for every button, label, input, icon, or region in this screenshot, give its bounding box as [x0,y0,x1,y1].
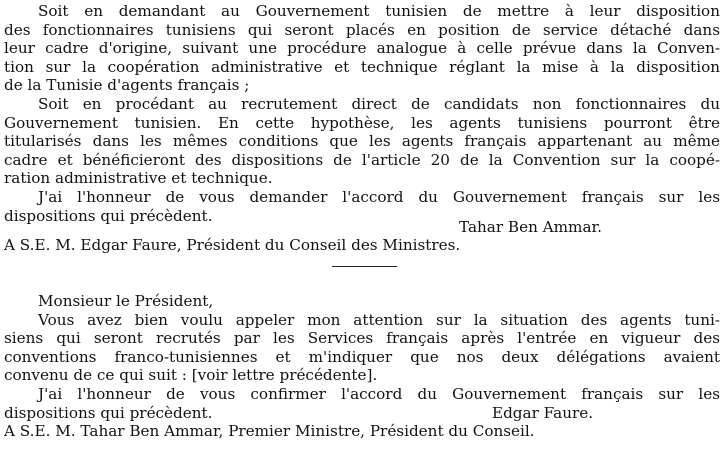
separator-rule [332,266,397,267]
letter2-para1-line: convenu de ce qui suit : [voir lettre précédente]. [4,366,378,385]
letter2-para1-line: Vous avez bien voulu appeler mon attention sur la situation des agents tuni- [38,310,720,329]
letter1-addressee-block [4,236,720,255]
letter1-para1-line: Soit en demandant au Gouvernement tunisien de mettre à leur disposition [38,2,720,20]
letter1-para3-line: J'ai l'honneur de vous demander l'accord du Gouvernement français sur les [38,187,720,206]
letter2-addressee: A S.E. M. Tahar Ben Ammar, Premier Ministre, Président du Conseil. [4,422,535,440]
letter2-signature: Edgar Faure. [492,404,594,422]
letter1-para2-line: Soit en procédant au recrutement direct de candidats non fonctionnaires du [38,94,720,113]
letter1-para2-line: ration administrative et technique. [4,169,273,188]
letter-1 [4,2,720,225]
letter1-para1-line: leur cadre d'origine, suivant une procédure analogue à celle prévue dans la Conven- [4,39,720,58]
letter2-para1-line: siens qui seront recrutés par les Services français après l'entrée en vigueur des [4,329,720,348]
letter2-salutation: Monsieur le Président, [38,292,214,310]
letter2-para1-line: conventions franco-tunisiennes et m'indiquer que nos deux délégations avaient [4,347,720,366]
letter1-para3-line: dispositions qui précèdent. [4,206,213,225]
letter2-para2-line: J'ai l'honneur de vous confirmer l'accord du Gouvernement français sur les [38,384,720,403]
letter1-signature: Tahar Ben Ammar. [459,218,602,236]
letter1-para2-line: cadre et bénéficieront des dispositions de l'article 20 de la Convention sur la coopé- [4,150,720,169]
letter1-addressee: A S.E. M. Edgar Faure, Président du Conseil des Ministres. [4,236,461,254]
letter-2 [4,292,720,422]
letter2-addressee-block [4,422,720,441]
letter2-para2-line: dispositions qui précèdent. [4,403,213,422]
letter1-para1-line: tion sur la coopération administrative et technique réglant la mise à la disposition [4,57,720,76]
letter1-para2-line: Gouvernement tunisien. En cette hypothèse, les agents tunisiens pourront être [4,113,720,132]
letter1-para2-line: titularisés dans les mêmes conditions que les agents français appartenant au même [4,132,720,151]
letter1-para1-line: des fonctionnaires tunisiens qui seront placés en position de service détaché dans [4,20,720,39]
letter1-para1-line: de la Tunisie d'agents français ; [4,76,250,95]
